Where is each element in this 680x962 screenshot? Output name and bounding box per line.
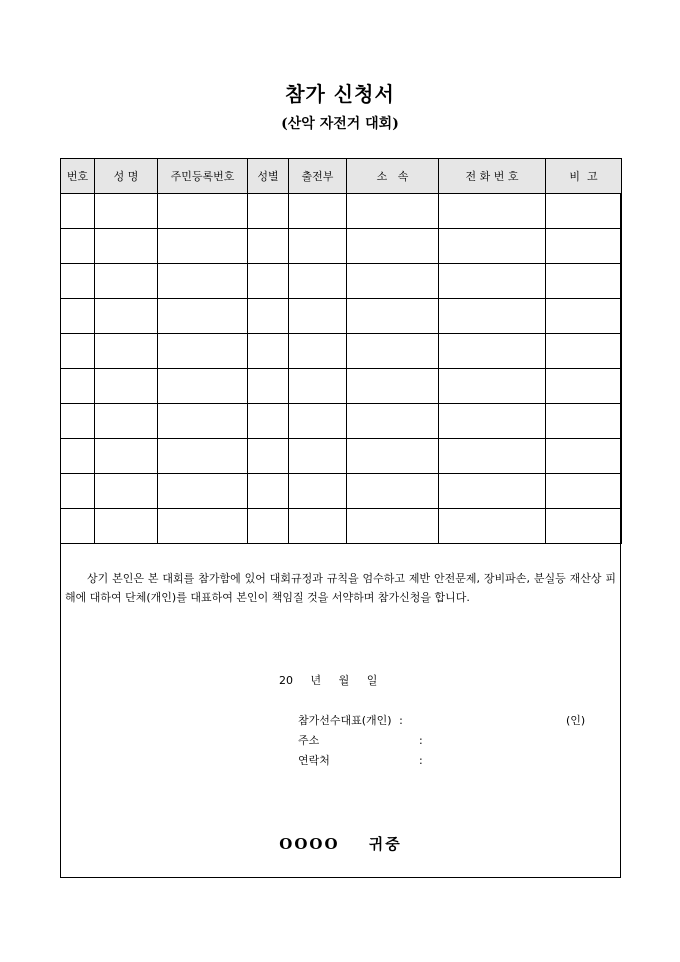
- table-cell[interactable]: [439, 509, 546, 544]
- recipient: OOOO 귀중: [279, 835, 402, 853]
- table-row: [61, 229, 622, 264]
- table-row: [61, 299, 622, 334]
- header-gender: 성별: [248, 159, 289, 194]
- contact-label: 연락처: [298, 754, 330, 767]
- table-cell[interactable]: [439, 229, 546, 264]
- table-cell[interactable]: [347, 474, 439, 509]
- representative-colon: :: [399, 714, 403, 727]
- table-cell[interactable]: [158, 229, 248, 264]
- table-row: [61, 509, 622, 544]
- table-cell[interactable]: [439, 404, 546, 439]
- table-cell[interactable]: [61, 404, 95, 439]
- header-phone: 전 화 번 호: [439, 159, 546, 194]
- pledge-text: 상기 본인은 본 대회를 참가함에 있어 대회규정과 규칙을 엄수하고 제반 안전문제, 장비파손, 분실등 재산상 피해에 대하여 단체(개인)를 대표하여 본인이 책임질 것을 서약하며 참가신청을 합니다.: [65, 572, 616, 604]
- table-cell[interactable]: [439, 474, 546, 509]
- date-line[interactable]: 20 년 월 일: [279, 674, 378, 687]
- table-cell[interactable]: [289, 194, 347, 229]
- seal-mark: (인): [566, 714, 586, 727]
- table-row: [61, 474, 622, 509]
- table-cell[interactable]: [158, 299, 248, 334]
- participant-table: [60, 158, 622, 544]
- table-cell[interactable]: [347, 229, 439, 264]
- table-cell[interactable]: [289, 229, 347, 264]
- table-cell[interactable]: [158, 474, 248, 509]
- table-cell[interactable]: [546, 439, 622, 474]
- table-row: [61, 194, 622, 229]
- table-cell[interactable]: [289, 509, 347, 544]
- header-division: 출전부: [289, 159, 347, 194]
- table-row: [61, 264, 622, 299]
- table-cell[interactable]: [248, 509, 289, 544]
- application-form: [60, 158, 621, 878]
- table-row: [61, 404, 622, 439]
- table-cell[interactable]: [248, 369, 289, 404]
- table-cell[interactable]: [546, 264, 622, 299]
- table-row: [61, 369, 622, 404]
- table-header-row: [61, 159, 622, 194]
- table-cell[interactable]: [95, 439, 158, 474]
- table-cell[interactable]: [347, 369, 439, 404]
- table-cell[interactable]: [439, 299, 546, 334]
- table-cell[interactable]: [158, 334, 248, 369]
- header-remarks: 비 고: [546, 159, 622, 194]
- table-cell[interactable]: [95, 334, 158, 369]
- header-resident-number: 주민등록번호: [158, 159, 248, 194]
- table-cell[interactable]: [546, 369, 622, 404]
- table-cell[interactable]: [61, 369, 95, 404]
- table-cell[interactable]: [61, 229, 95, 264]
- table-cell[interactable]: [248, 299, 289, 334]
- table-cell[interactable]: [248, 229, 289, 264]
- table-cell[interactable]: [347, 509, 439, 544]
- table-cell[interactable]: [95, 509, 158, 544]
- table-cell[interactable]: [95, 264, 158, 299]
- table-row: [61, 334, 622, 369]
- table-cell[interactable]: [347, 299, 439, 334]
- contact-colon: :: [419, 754, 423, 767]
- table-cell[interactable]: [95, 369, 158, 404]
- table-cell[interactable]: [289, 264, 347, 299]
- table-cell[interactable]: [347, 334, 439, 369]
- header-affiliation: 소 속: [347, 159, 439, 194]
- table-cell[interactable]: [439, 264, 546, 299]
- representative-line[interactable]: [298, 712, 403, 728]
- header-name: 성 명: [95, 159, 158, 194]
- address-colon: :: [419, 734, 423, 747]
- table-cell[interactable]: [289, 439, 347, 474]
- table-cell[interactable]: [546, 194, 622, 229]
- representative-label: 참가선수대표(개인): [298, 714, 392, 727]
- table-cell[interactable]: [289, 369, 347, 404]
- table-cell[interactable]: [158, 404, 248, 439]
- table-cell[interactable]: [248, 264, 289, 299]
- table-cell[interactable]: [158, 439, 248, 474]
- table-cell[interactable]: [61, 194, 95, 229]
- table-cell[interactable]: [61, 299, 95, 334]
- table-cell[interactable]: [546, 229, 622, 264]
- table-cell[interactable]: [546, 474, 622, 509]
- table-cell[interactable]: [347, 404, 439, 439]
- table-cell[interactable]: [546, 509, 622, 544]
- document-subtitle: (산악 자전거 대회): [281, 116, 399, 132]
- table-cell[interactable]: [248, 194, 289, 229]
- table-cell[interactable]: [95, 194, 158, 229]
- table-cell[interactable]: [61, 474, 95, 509]
- table-cell[interactable]: [439, 369, 546, 404]
- table-cell[interactable]: [158, 264, 248, 299]
- table-cell[interactable]: [158, 194, 248, 229]
- table-cell[interactable]: [61, 509, 95, 544]
- table-cell[interactable]: [248, 439, 289, 474]
- table-cell[interactable]: [546, 404, 622, 439]
- header-number: 번호: [61, 159, 95, 194]
- table-cell[interactable]: [439, 334, 546, 369]
- table-cell[interactable]: [61, 439, 95, 474]
- document-title: 참가 신청서: [285, 82, 395, 106]
- table-cell[interactable]: [546, 299, 622, 334]
- table-cell[interactable]: [95, 229, 158, 264]
- table-cell[interactable]: [95, 404, 158, 439]
- table-cell[interactable]: [158, 369, 248, 404]
- table-cell[interactable]: [439, 439, 546, 474]
- table-cell[interactable]: [248, 474, 289, 509]
- table-cell[interactable]: [546, 334, 622, 369]
- table-cell[interactable]: [347, 264, 439, 299]
- table-cell[interactable]: [289, 404, 347, 439]
- table-cell[interactable]: [61, 264, 95, 299]
- table-cell[interactable]: [248, 334, 289, 369]
- table-cell[interactable]: [289, 474, 347, 509]
- address-line[interactable]: [298, 732, 423, 748]
- table-cell[interactable]: [347, 439, 439, 474]
- table-row: [61, 439, 622, 474]
- table-cell[interactable]: [289, 334, 347, 369]
- address-label: 주소: [298, 734, 320, 747]
- table-cell[interactable]: [158, 509, 248, 544]
- table-cell[interactable]: [347, 194, 439, 229]
- table-cell[interactable]: [61, 334, 95, 369]
- table-cell[interactable]: [95, 299, 158, 334]
- table-cell[interactable]: [248, 404, 289, 439]
- table-cell[interactable]: [95, 474, 158, 509]
- contact-line[interactable]: [298, 752, 423, 768]
- table-cell[interactable]: [439, 194, 546, 229]
- table-cell[interactable]: [289, 299, 347, 334]
